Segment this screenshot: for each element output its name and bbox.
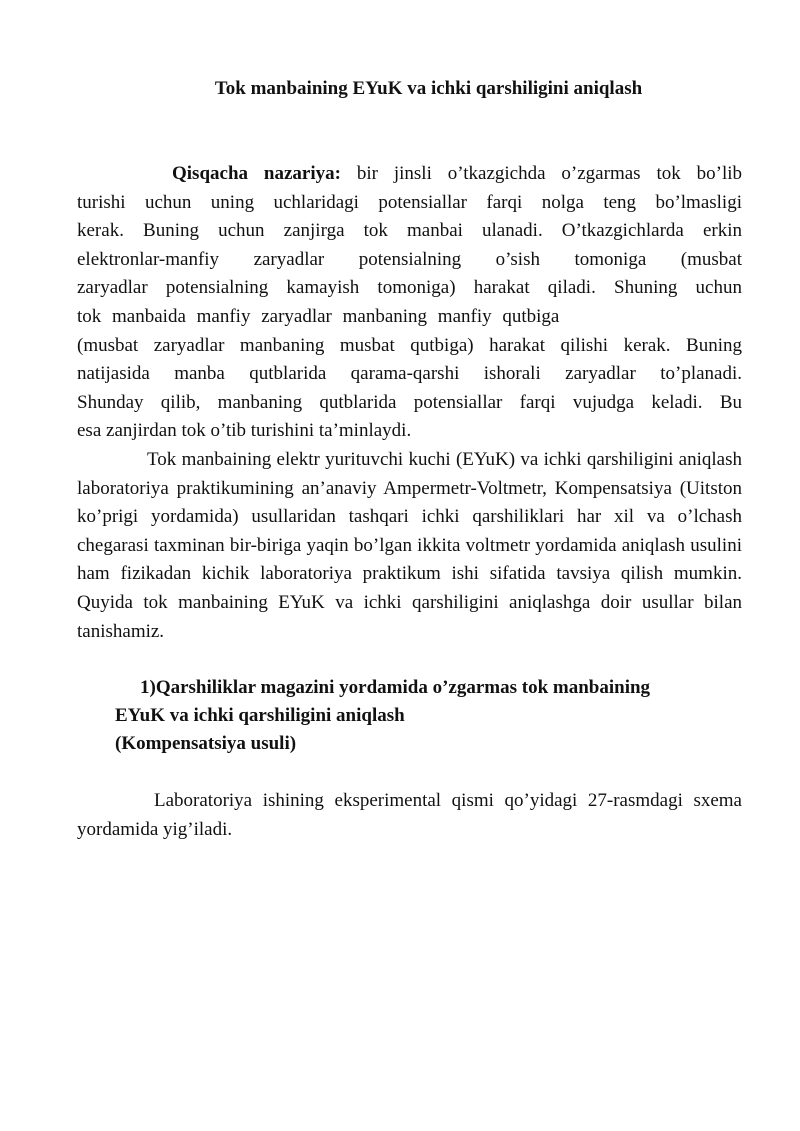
theory-label: Qisqacha nazariya: [172,163,341,184]
section-heading-line-3: (Kompensatsiya usuli) [115,733,297,754]
theory-line-7: (musbat zaryadlar manbaning musbat qutbiga) harakat qilishi kerak. Buning [77,334,742,356]
theory-line-8: natijasida manba qutblarida qarama-qarshi ishorali zaryadlar to’planadi. [77,363,742,385]
theory-line-10: esa zanjirdan tok o’tib turishini ta’minlaydi. [77,420,412,442]
theory-line-9: Shunday qilib, manbaning qutblarida potensiallar farqi vujudga keladi. Bu [77,391,742,413]
section-heading-line-2: EYuK va ichki qarshiligini aniqlash [115,705,405,726]
theory-paragraph [77,160,742,446]
theory-line-1-text: bir jinsli o’tkazgichda o’zgarmas tok bo’lib [356,163,743,184]
theory-line-2: turishi uchun uning uchlaridagi potensiallar farqi nolga teng bo’lmasligi [77,191,742,213]
theory-line-5: zaryadlar potensialning kamayish tomoniga) harakat qiladi. Shuning uchun [77,277,742,299]
intro-paragraph: Tok manbaining elektr yurituvchi kuchi (EYuK) va ichki qarshiligini aniqlash laboratoriya praktikumining an’anaviy Ampermetr-Voltmetr, Kompensatsiya (Uitston ko’prigi yordamida) usullaridan tashqari ichki qarshiliklari har xil va o’lchash chegarasi taxminan bir-biriga yaqin bo’lgan ikkita voltmetr yordamida aniqlash usulini ham fizikadan kichik laboratoriya praktikum ishi sifatida tavsiya qilish mumkin. Quyida tok manbaining EYuK va ichki qarshiligini aniqlashga doir usullar bilan tanishamiz. [77,449,742,642]
theory-line-4: elektronlar-manfiy zaryadlar potensialning o’sish tomoniga (musbat [77,248,742,270]
theory-line-6: tok manbaida manfiy zaryadlar manbaning manfiy qutbiga [77,305,560,327]
theory-line-3: kerak. Buning uchun zanjirga tok manbai ulanadi. O’tkazgichlarda erkin [77,220,742,242]
theory-line-1 [77,160,742,189]
page-title: Tok manbaining EYuK va ichki qarshiligini aniqlash [214,78,643,99]
section-heading [115,674,735,758]
lab-paragraph: Laboratoriya ishining eksperimental qismi qo’yidagi 27-rasmdagi sxema yordamida yig’iladi. [77,790,742,840]
section-heading-line-1: 1)Qarshiliklar magazini yordamida o’zgarmas tok manbaining [140,677,651,698]
